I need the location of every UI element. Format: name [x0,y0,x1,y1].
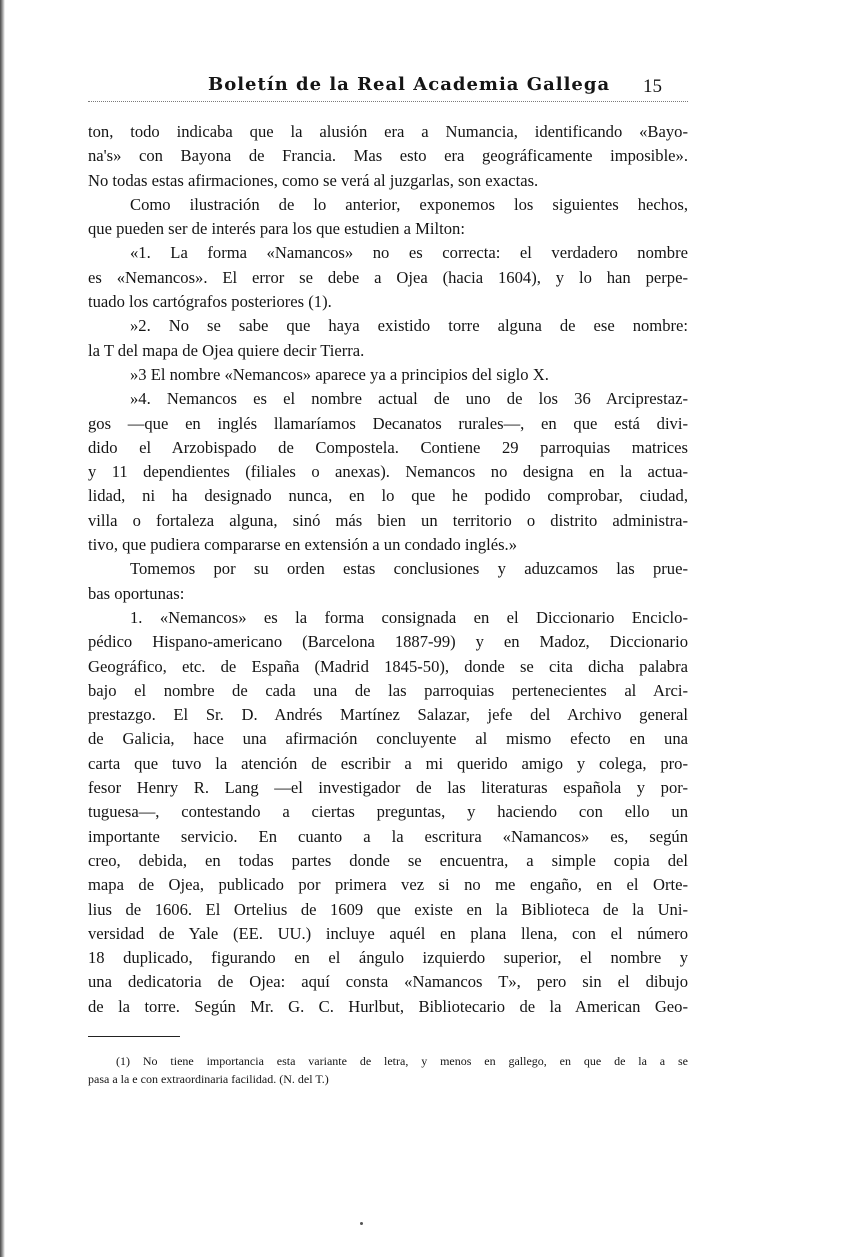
text-line: bajo el nombre de cada una de las parroquias pertenecientes al Arci- [88,680,688,700]
text-line: prestazgo. El Sr. D. Andrés Martínez Salazar, jefe del Archivo general [88,705,688,725]
text-line: tuguesa—, contestando a ciertas preguntas, y haciendo con ello un [88,802,688,822]
text-line: Geográfico, etc. de España (Madrid 1845-50), donde se cita dicha palabra [88,656,688,676]
text-line: pédico Hispano-americano (Barcelona 1887-99) y en Madoz, Diccionario [88,632,688,652]
text-line: fesor Henry R. Lang —el investigador de las literaturas española y por- [88,778,688,798]
text-line: mapa de Ojea, publicado por primera vez si no me engaño, en el Orte- [88,875,688,895]
text-line: tivo, que pudiera compararse en extensión a un condado inglés.» [88,535,517,555]
footnote-line: pasa a la e con extraordinaria facilidad. (N. del T.) [88,1072,329,1086]
text-line: tuado los cartógrafos posteriores (1). [88,292,332,312]
text-line: es «Nemancos». El error se debe a Ojea (hacia 1604), y lo han perpe- [88,267,688,287]
header-rule [88,101,688,102]
text-line: lius de 1606. El Ortelius de 1609 que existe en la Biblioteca de la Uni- [88,899,688,919]
text-line: »3 El nombre «Nemancos» aparece ya a principios del siglo X. [130,364,549,384]
text-line: que pueden ser de interés para los que estudien a Milton: [88,219,465,239]
text-line: »4. Nemancos es el nombre actual de uno de los 36 Arciprestaz- [130,389,688,409]
text-line: bas oportunas: [88,583,185,603]
text-line: de Galicia, hace una afirmación concluyente al mismo efecto en una [88,729,688,749]
text-line: una dedicatoria de Ojea: aquí consta «Namancos T», pero sin el dibujo [88,972,688,992]
footnote-line: (1) No tiene importancia esta variante de letra, y menos en gallego, en que de la a se [116,1054,688,1068]
text-line: creo, debida, en todas partes donde se encuentra, a simple copia del [88,850,688,870]
page-number: 15 [643,76,662,97]
text-line: versidad de Yale (EE. UU.) incluye aquél en plana llena, con el número [88,923,688,943]
text-line: Tomemos por su orden estas conclusiones y aduzcamos las prue- [130,559,688,579]
text-line: villa o fortaleza alguna, sinó más bien un territorio o distrito administra- [88,510,688,530]
text-line: «1. La forma «Namancos» no es correcta: el verdadero nombre [130,243,688,263]
text-line: dido el Arzobispado de Compostela. Contiene 29 parroquias matrices [88,437,688,457]
text-line: 18 duplicado, figurando en el ángulo izquierdo superior, el nombre y [88,948,688,968]
text-line: »2. No se sabe que haya existido torre alguna de ese nombre: [130,316,688,336]
text-line: 1. «Nemancos» es la forma consignada en el Diccionario Enciclo- [130,607,688,627]
text-line: carta que tuvo la atención de escribir a mi querido amigo y colega, pro- [88,753,688,773]
footnote-rule [88,1036,180,1037]
text-line: y 11 dependientes (filiales o anexas). Nemancos no designa en la actua- [88,462,688,482]
scan-edge [0,0,5,1257]
body-text [88,120,688,1019]
text-line: de la torre. Según Mr. G. C. Hurlbut, Bibliotecario de la American Geo- [88,996,688,1016]
page-header [88,70,688,104]
text-line: Como ilustración de lo anterior, exponemos los siguientes hechos, [130,194,688,214]
text-line: na's» con Bayona de Francia. Mas esto era geográficamente imposible». [88,146,688,166]
text-line: gos —que en inglés llamaríamos Decanatos rurales—, en que está divi- [88,413,688,433]
text-line: la T del mapa de Ojea quiere decir Tierra. [88,340,365,360]
print-speck [360,1222,363,1225]
text-line: No todas estas afirmaciones, como se verá al juzgarlas, son exactas. [88,170,539,190]
text-line: ton, todo indicaba que la alusión era a Numancia, identificando «Bayo- [88,122,688,141]
text-line: importante servicio. En cuanto a la escritura «Namancos» es, según [88,826,688,846]
running-title: Boletín de la Real Academia Gallega [208,74,611,95]
footnotes [88,1052,688,1088]
text-line: lidad, ni ha designado nunca, en lo que he podido comprobar, ciudad, [88,486,688,506]
